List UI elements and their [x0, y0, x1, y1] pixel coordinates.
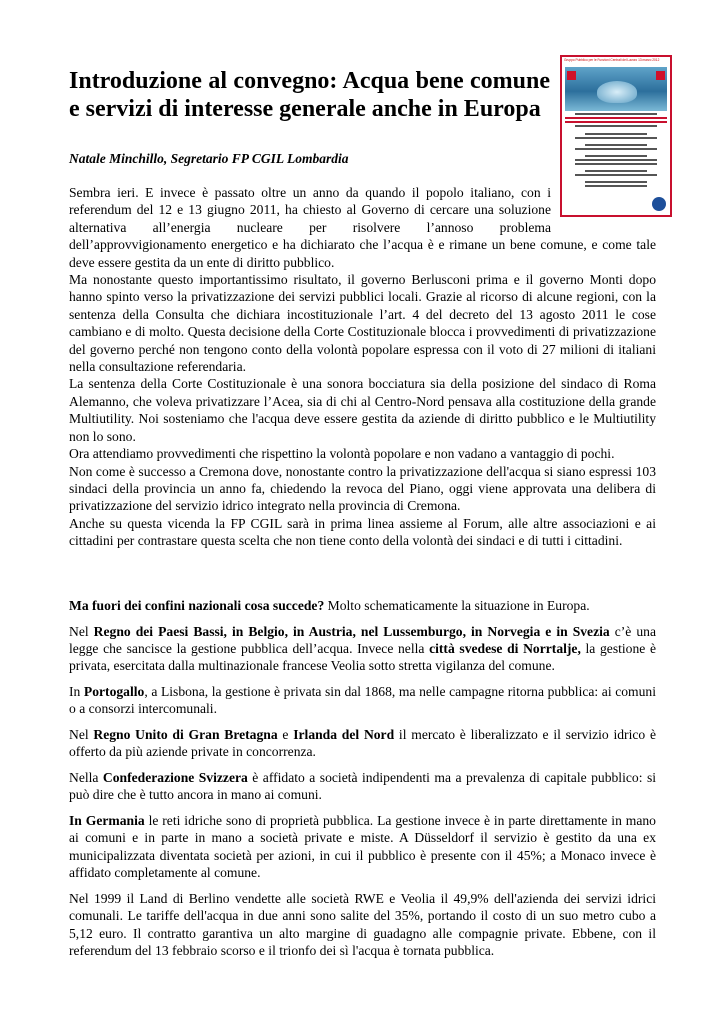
- poster-water-photo: [565, 67, 667, 111]
- poster-text-block: [565, 113, 667, 187]
- intro-paragraph: Non come è successo a Cremona dove, nonostante contro la privatizzazione dell'acqua si siano espressi 103 sindaci della provincia un anno fa, chiedendo la revoca del Piano, oggi viene approvata una delibera di privatizzazione del servizio idrico integrato nella provincia di Cremona.: [69, 463, 656, 514]
- water-bowl-icon: [597, 81, 637, 103]
- poster-header-text: Gruppo Pubblico per le Funzioni Centrali del Lavoro: [564, 58, 638, 62]
- article-author: Natale Minchillo, Segretario FP CGIL Lombardia: [69, 151, 349, 166]
- intro-paragraph: Sembra ieri. E invece è passato oltre un anno da quando il popolo italiano, con i referendum del 12 e 13 giugno 2011, ha chiesto al Governo di cercare una soluzione alternativa all’energia nucleare per risolvere l’annoso problema dell’approvvigionamento energetico e ha dichiarato che l’acqua è e rimane un bene comune, e come tale deve essere gestita da un ente di diritto pubblico.: [69, 185, 656, 270]
- europe-paragraph-berlin: Nel 1999 il Land di Berlino vendette alle società RWE e Veolia il 49,9% dell'azienda dei servizi idrici comunali. Le tariffe dell'acqua in due anni sono salite del 35%, portando il costo di un suo metro cubo a 5,12 euro. Il contratto garantiva un alto margine di guadagno alle compagnie private. Ebbene, con il referendum del 13 febbraio scorso e il trionfo dei sì l'acqua è tornata pubblica.: [69, 890, 656, 959]
- europe-paragraph-uk: Nel Regno Unito di Gran Bretagna e Irlanda del Nord il mercato è liberalizzato e il servizio idrico è offerto da più aziende private in concorrenza.: [69, 727, 656, 760]
- europe-paragraph-netherlands: Nel Regno dei Paesi Bassi, in Belgio, in Austria, nel Lussemburgo, in Norvegia e in Svezia c’è una legge che sancisce la gestione pubblica dell’acqua. Invece nella città svedese di Norrtalje, la gestione è privata, esercitata dalla multinazionale francese Veolia sotto stretta vigilanza del comune.: [69, 623, 656, 674]
- article-title: Introduzione al convegno: Acqua bene comune e servizi di interesse generale anche in Europa: [69, 68, 550, 122]
- europe-question: Ma fuori dei confini nazionali cosa succede? Molto schematicamente la situazione in Europa.: [69, 598, 590, 613]
- intro-paragraph: Anche su questa vicenda la FP CGIL sarà in prima linea assieme al Forum, alle altre associazioni e ai cittadini per contrastare questa scelta che non tiene conto della volontà dei sindaci e di tutti i cittadini.: [69, 515, 656, 549]
- poster-date: 13 marzo 2012: [638, 58, 660, 62]
- europe-paragraph-germany: In Germania le reti idriche sono di proprietà pubblica. La gestione invece è in parte direttamente in mano ai comuni e in parte in mano a società private e miste. A Düsseldorf il servizio è gestito da una ex municipalizzata diventata società per azioni, in cui il pubblico è presente con il 45%; a Monaco invece è affidato completamente al comune.: [69, 813, 656, 881]
- intro-paragraph: La sentenza della Corte Costituzionale è una sonora bocciatura sia della posizione del sindaco di Roma Alemanno, che voleva privatizzare l’Acea, sia di chi al Centro-Nord pensava alla costituzione della grande Multiutility. Noi sosteniamo che l'acqua deve essere gestita da aziende di diritto pubblico e le Multiutility non lo sono.: [69, 376, 656, 444]
- intro-paragraph: Ma nonostante questo importantissimo risultato, il governo Berlusconi prima e il governo Monti dopo hanno spinto verso la privatizzazione dei servizi pubblici locali. Grazie al ricorso di alcune regioni, con la sentenza della Consulta che dichiara incostituzionale l’art. 4 del decreto del 13 agosto 2011 le cose cambiano e di molto. Questa decisione della Corte Costituzionale blocca i provvedimenti di privatizzazione del governo perché non tengono conto della volontà popolare espressa con il voto di 27 milioni di italiani nella consultazione referendaria.: [69, 272, 656, 375]
- europe-section: [69, 597, 656, 968]
- poster-header: [562, 57, 670, 67]
- europe-paragraph-switzerland: Nella Confederazione Svizzera è affidato a società indipendenti ma a prevalenza di capitale pubblico: si può dire che è tutto ancora in mano ai comuni.: [69, 770, 657, 803]
- cgil-logo-icon: [567, 71, 576, 80]
- europe-paragraph-portugal: In Portogallo, a Lisbona, la gestione è privata sin dal 1868, ma nelle campagne ritorna pubblica: ai comuni o a consorzi intercomunali.: [69, 684, 656, 717]
- fp-logo-icon: [656, 71, 665, 80]
- intro-paragraph: Ora attendiamo provvedimenti che rispettino la volontà popolare e non vadano a vantaggio di pochi.: [69, 446, 615, 462]
- intro-section: [69, 184, 656, 550]
- question-bold: Ma fuori dei confini nazionali cosa succede?: [69, 598, 325, 613]
